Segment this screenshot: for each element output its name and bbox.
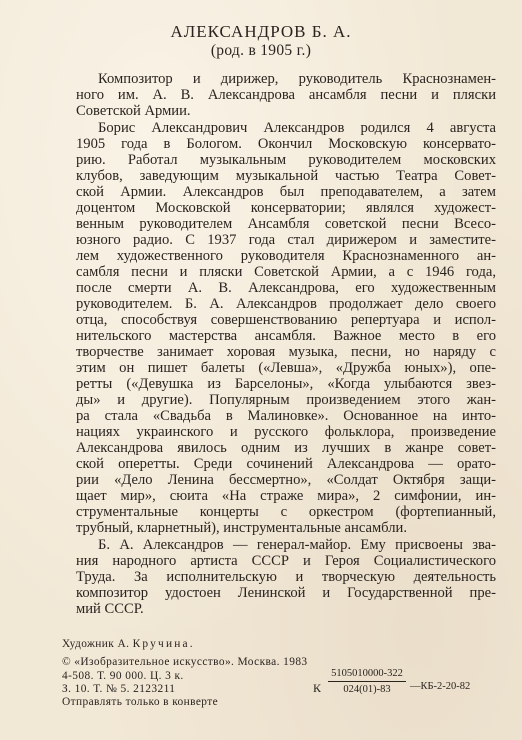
- text-line: лем художественного руководителя Краснознаменного ан-: [76, 248, 496, 264]
- catalog-numerator: 5105010000-322: [328, 668, 406, 682]
- text-line: ской оперетты. Среди сочинений Александрова — орато-: [76, 456, 496, 472]
- text-line: венным руководителем Ансамбля советской песни Всесо-: [76, 216, 496, 232]
- text-line: рии «Дело Ленина бессмертно», «Солдат Октября защи-: [76, 472, 496, 488]
- catalog-suffix: —КБ-2-20-82: [410, 681, 471, 692]
- artist-suffix: .: [189, 638, 194, 650]
- text-line: Композитор и дирижер, руководитель Краснознамен-: [98, 71, 496, 87]
- catalog-letter: К: [313, 681, 322, 695]
- text-line: Александрова явилось одним из лучших в жанре совет-: [76, 440, 496, 456]
- publisher-line: © «Изобразительное искусство». Москва. 1983: [62, 656, 308, 669]
- catalog-fraction: [328, 668, 406, 696]
- text-line: струментальные концерты с оркестром (фортепианный,: [76, 504, 496, 520]
- text-line: Труда. За исполнительскую и творческую деятельность: [76, 569, 496, 585]
- text-line: рию. Работал музыкальным руководителем московских: [76, 152, 496, 168]
- mailing-note: Отправлять только в конверте: [62, 696, 219, 709]
- text-line: клубов, заведующим музыкальной частью Театра Совет-: [76, 168, 496, 184]
- text-line: юзного радио. С 1937 года стал дирижером и заместите-: [76, 232, 496, 248]
- text-line: отца, способствуя совершенствованию репертуара и испол-: [76, 312, 496, 328]
- text-line: творчестве занимает хоровая музыка, песни, но наряду с: [76, 344, 496, 360]
- birth-year: (род. в 1905 г.): [210, 42, 312, 59]
- text-line: Б. А. Александров — генерал-майор. Ему присвоены зва-: [98, 537, 496, 553]
- biography-text: [76, 71, 496, 618]
- text-line: самбля песни и пляски Советской Армии, а с 1946 года,: [76, 264, 496, 280]
- text-line: мий СССР.: [76, 601, 144, 617]
- text-line: после смерти А. В. Александрова, его художественным: [76, 280, 496, 296]
- paragraph: [76, 71, 496, 119]
- text-line: ретты («Девушка из Барселоны», «Когда улыбаются звез-: [76, 376, 496, 392]
- text-line: ния народного артиста СССР и Героя Социалистического: [76, 553, 496, 569]
- text-line: нациях украинского и русского фольклора, произведение: [76, 424, 496, 440]
- text-line: щает мир», сюита «На страже мира», 2 симфонии, ин-: [76, 488, 496, 504]
- text-line: ской Армии. Александров был преподавателем, а затем: [76, 184, 496, 200]
- artist-name: Кручина: [132, 638, 190, 650]
- text-line: композитор удостоен Ленинской и Государственной пре-: [76, 585, 496, 601]
- print-info-line-2: З. 10. Т. № 5. 2123211: [62, 682, 176, 695]
- text-line: Борис Александрович Александров родился 4 августа: [98, 120, 496, 136]
- text-line: этим он пишет балеты («Левша», «Дружба юных»), опе-: [76, 360, 496, 376]
- text-line: 1905 года в Бологом. Окончил Московскую консервато-: [76, 136, 496, 152]
- catalog-code: [313, 668, 483, 708]
- paragraph: [76, 537, 496, 617]
- text-line: доцентом Московской консерватории; являлся художест-: [76, 200, 496, 216]
- text-line: Советской Армии.: [76, 103, 191, 119]
- text-line: ра стала «Свадьба в Малиновке». Основанное на инто-: [76, 408, 496, 424]
- text-line: руководителем. Б. А. Александров продолжает дело своего: [76, 296, 496, 312]
- text-line: ды» и другие). Популярным произведением этого жан-: [76, 392, 496, 408]
- print-info-line-1: 4-508. Т. 90 000. Ц. 3 к.: [62, 669, 184, 682]
- composer-name: АЛЕКСАНДРОВ Б. А.: [170, 22, 352, 41]
- artist-prefix: Художник А.: [62, 638, 133, 650]
- header: [0, 22, 522, 60]
- text-line: ного им. А. В. Александрова ансамбля песни и пляски: [76, 87, 496, 103]
- text-line: нительского мастерства ансамбля. Важное место в его: [76, 328, 496, 344]
- text-line: трубный, кларнетный), инструментальные ансамбли.: [76, 520, 407, 536]
- paragraph: [76, 120, 496, 536]
- catalog-denominator: 024(01)-83: [343, 684, 391, 695]
- artist-credit: [62, 638, 362, 651]
